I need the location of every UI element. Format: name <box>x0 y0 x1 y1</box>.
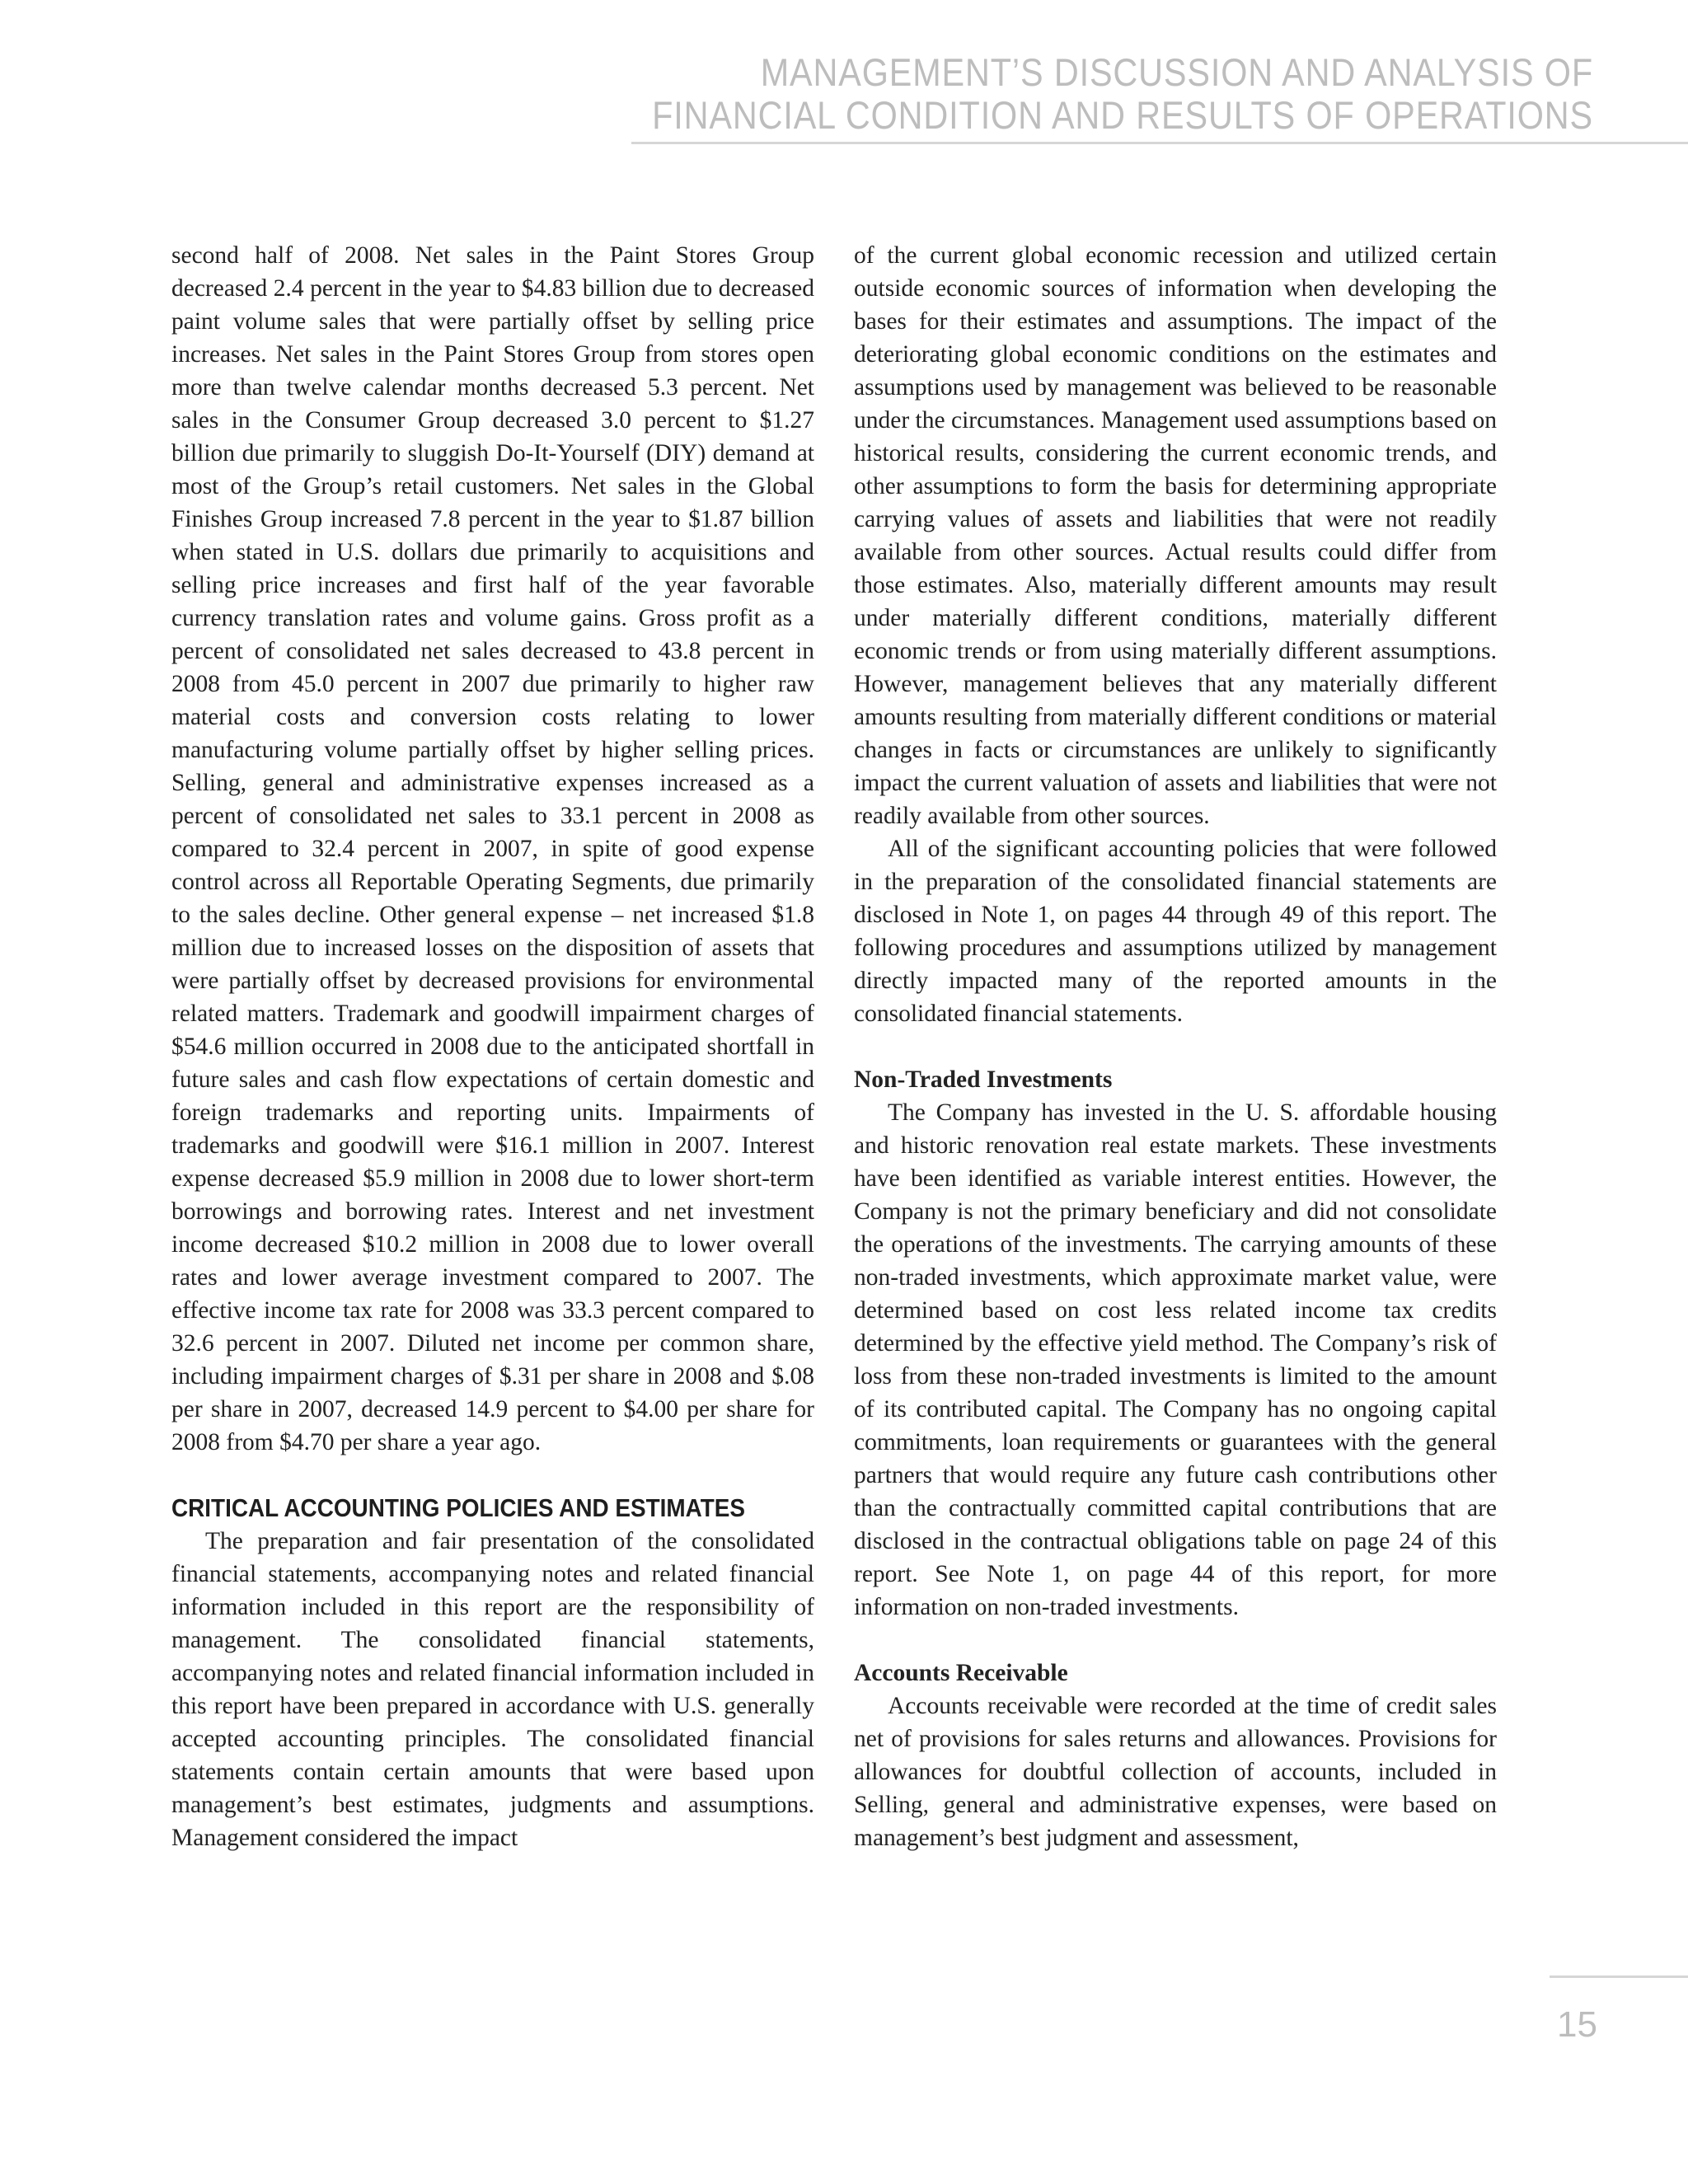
right-column <box>854 239 1497 1854</box>
subheading-non-traded-investments: Non-Traded Investments <box>854 1066 1113 1093</box>
right-paragraph-2: All of the significant accounting policies that were followed in the preparation of the consolidated financial statements are disclosed in Note 1, on pages 44 through 49 of this report. The following procedures and assumptions utilized by management directly impacted many of the reported amounts in the consolidated financial statements. <box>854 836 1497 1027</box>
left-column <box>171 239 814 1854</box>
header-title-line-1: MANAGEMENT’S DISCUSSION AND ANALYSIS OF <box>760 50 1593 94</box>
right-paragraph-4: Accounts receivable were recorded at the time of credit sales net of provisions for sales returns and allowances. Provisions for allowances for doubtful collection of accounts, included in Selling, general and administrative expenses, were based on management’s best judgment and assessment, <box>854 1693 1497 1851</box>
subheading-accounts-receivable: Accounts Receivable <box>854 1660 1068 1686</box>
header-title-line-2: FINANCIAL CONDITION AND RESULTS OF OPERATIONS <box>652 93 1593 137</box>
right-paragraph-1: of the current global economic recession and utilized certain outside economic sources of information when developing the bases for their estimates and assumptions. The impact of the deteriorating global economic conditions on the estimates and assumptions used by management was believed to be reasonable under the circumstances. Management used assumptions based on historical results, considering the current economic trends, and other assumptions to form the basis for determining appropriate carrying values of assets and liabilities that were not readily available from other sources. Actual results could differ from those estimates. Also, materially different amounts may result under materially different conditions, materially different economic trends or from using materially different assumptions. However, management believes that any materially different amounts resulting from materially different conditions or material changes in facts or circumstances are unlikely to significantly impact the current valuation of assets and liabilities that were not readily available from other sources. <box>854 242 1497 829</box>
left-paragraph-1: second half of 2008. Net sales in the Paint Stores Group decreased 2.4 percent in the year to $4.83 billion due to decreased paint volume sales that were partially offset by selling price increases. Net sales in the Paint Stores Group from stores open more than twelve calendar months decreased 5.3 percent. Net sales in the Consumer Group decreased 3.0 percent to $1.27 billion due primarily to sluggish Do-It-Yourself (DIY) demand at most of the Group’s retail customers. Net sales in the Global Finishes Group increased 7.8 percent in the year to $1.87 billion when stated in U.S. dollars due primarily to acquisitions and selling price increases and first half of the year favorable currency translation rates and volume gains. Gross profit as a percent of consolidated net sales decreased to 43.8 percent in 2008 from 45.0 percent in 2007 due primarily to higher raw material costs and conversion costs relating to lower manufacturing volume partially offset by higher selling prices. Selling, general and administrative expenses increased as a percent of consolidated net sales to 33.1 percent in 2008 as compared to 32.4 percent in 2007, in spite of good expense control across all Reportable Operating Segments, due primarily to the sales decline. Other general expense – net increased $1.8 million due to increased losses on the disposition of assets that were partially offset by decreased provisions for environmental related matters. Trademark and goodwill impairment charges of $54.6 million occurred in 2008 due to the anticipated shortfall in future sales and cash flow expectations of certain domestic and foreign trademarks and reporting units. Impairments of trademarks and goodwill were $16.1 million in 2007. Interest expense decreased $5.9 million in 2008 due to lower short-term borrowings and borrowing rates. Interest and net investment income decreased $10.2 million in 2008 due to lower overall rates and lower average investment compared to 2007. The effective income tax rate for 2008 was 33.3 percent compared to 32.6 percent in 2007. Diluted net income per common share, including impairment charges of $.31 per share in 2008 and $.08 per share in 2007, decreased 14.9 percent to $4.00 per share for 2008 from $4.70 per share a year ago. <box>171 242 814 1455</box>
left-paragraph-2: The preparation and fair presentation of the consolidated financial statements, accompanying notes and related financial information included in this report are the responsibility of management. The consolidated financial statements, accompanying notes and related financial information included in this report have been prepared in accordance with U.S. generally accepted accounting principles. The consolidated financial statements contain certain amounts that were based upon management’s best estimates, judgments and assumptions. Management considered the impact <box>171 1528 814 1851</box>
right-paragraph-3: The Company has invested in the U. S. affordable housing and historic renovation real estate markets. These investments have been identified as variable interest entities. However, the Company is not the primary beneficiary and did not consolidate the operations of the investments. The carrying amounts of these non-traded investments, which approximate market value, were determined based on cost less related income tax credits determined by the effective yield method. The Company’s risk of loss from these non-traded investments is limited to the amount of its contributed capital. The Company has no ongoing capital commitments, loan requirements or guarantees with the general partners that would require any future cash contributions other than the contractually committed capital contributions that are disclosed in the contractual obligations table on page 24 of this report. See Note 1, on page 44 of this report, for more information on non-traded investments. <box>854 1099 1497 1620</box>
page-number: 15 <box>1557 2004 1597 2045</box>
header-divider <box>631 142 1688 144</box>
footer-divider <box>1550 1975 1688 1978</box>
section-heading-critical-accounting: CRITICAL ACCOUNTING POLICIES AND ESTIMATES <box>171 1493 745 1522</box>
page-header <box>578 51 1593 137</box>
